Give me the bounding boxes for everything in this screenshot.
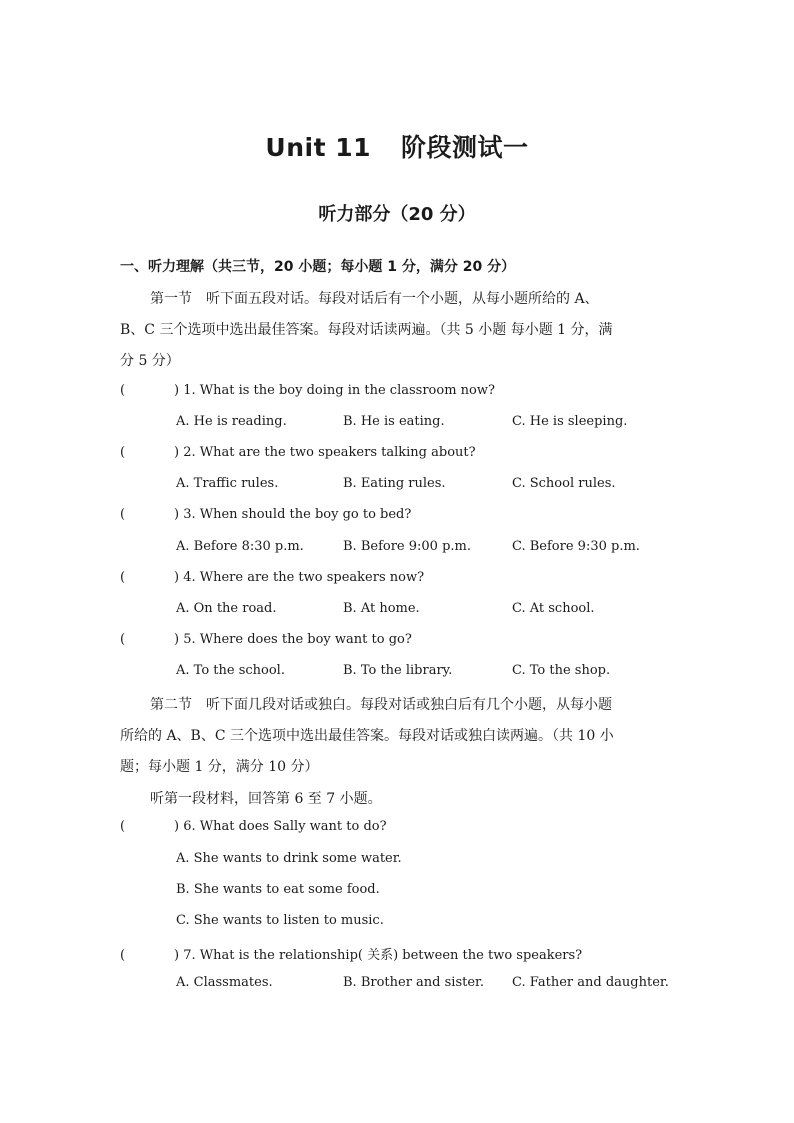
q5-option-a: A. To the school. [176,663,285,678]
part1-line3: 分 5 分） [120,353,180,369]
question-1-stem: ) 1. What is the boy doing in the classroom now? [174,383,495,398]
q7-option-b: B. Brother and sister. [343,975,484,990]
q6-option-c: C. She wants to listen to music. [176,913,384,928]
answer-blank-4[interactable]: ( [120,570,126,585]
part2-line1: 第二节 听下面几段对话或独白。每段对话或独白后有几个小题，从每小题 [150,697,612,713]
question-1 [120,383,495,398]
q6-option-b: B. She wants to eat some food. [176,882,380,897]
question-5-stem: ) 5. Where does the boy want to go? [174,632,412,647]
answer-blank-6[interactable]: ( [120,819,126,834]
question-7 [120,944,582,963]
question-6-stem: ) 6. What does Sally want to do? [174,819,387,834]
q1-option-a: A. He is reading. [176,414,287,429]
question-3 [120,507,411,522]
page-title [0,128,794,164]
question-4-stem: ) 4. Where are the two speakers now? [174,570,425,585]
q5-option-b: B. To the library. [343,663,453,678]
question-3-stem: ) 3. When should the boy go to bed? [174,507,412,522]
question-2-stem: ) 2. What are the two speakers talking about? [174,445,476,460]
material1-instruction: 听第一段材料，回答第 6 至 7 小题。 [150,791,382,807]
part1-line1: 第一节 听下面五段对话。每段对话后有一个小题，从每小题所给的 A、 [150,291,599,307]
q3-option-c: C. Before 9:30 p.m. [512,539,640,554]
part2-line3: 题；每小题 1 分，满分 10 分） [120,759,319,775]
part2-line2: 所给的 A、B、C 三个选项中选出最佳答案。每段对话或独白读两遍。（共 10 小 [120,728,614,744]
q3-option-b: B. Before 9:00 p.m. [343,539,471,554]
question-7-stem: ) 7. What is the relationship( 关系) between the two speakers? [174,948,583,963]
question-6 [120,819,387,834]
q5-option-c: C. To the shop. [512,663,611,678]
q1-option-c: C. He is sleeping. [512,414,628,429]
section-subtitle: 听力部分（20 分） [318,204,476,225]
question-2 [120,445,476,460]
answer-blank-3[interactable]: ( [120,507,126,522]
answer-blank-2[interactable]: ( [120,445,126,460]
part1-line2: B、C 三个选项中选出最佳答案。每段对话读两遍。（共 5 小题 每小题 1 分，满 [120,322,613,338]
answer-blank-7[interactable]: ( [120,948,126,963]
q7-option-c: C. Father and daughter. [512,975,669,990]
q2-option-c: C. School rules. [512,476,616,491]
q4-option-a: A. On the road. [176,601,277,616]
q4-option-c: C. At school. [512,601,595,616]
q2-option-b: B. Eating rules. [343,476,446,491]
section1-heading: 一、听力理解（共三节，20 小题；每小题 1 分，满分 20 分） [120,259,516,275]
q2-option-a: A. Traffic rules. [176,476,279,491]
question-5 [120,632,412,647]
question-4 [120,570,424,585]
title-unit: Unit 11 [265,133,372,162]
q7-option-a: A. Classmates. [176,975,273,990]
answer-blank-5[interactable]: ( [120,632,126,647]
title-name: 阶段测试一 [401,133,529,162]
q1-option-b: B. He is eating. [343,414,445,429]
q4-option-b: B. At home. [343,601,420,616]
q6-option-a: A. She wants to drink some water. [176,851,402,866]
q3-option-a: A. Before 8:30 p.m. [176,539,304,554]
answer-blank-1[interactable]: ( [120,383,126,398]
